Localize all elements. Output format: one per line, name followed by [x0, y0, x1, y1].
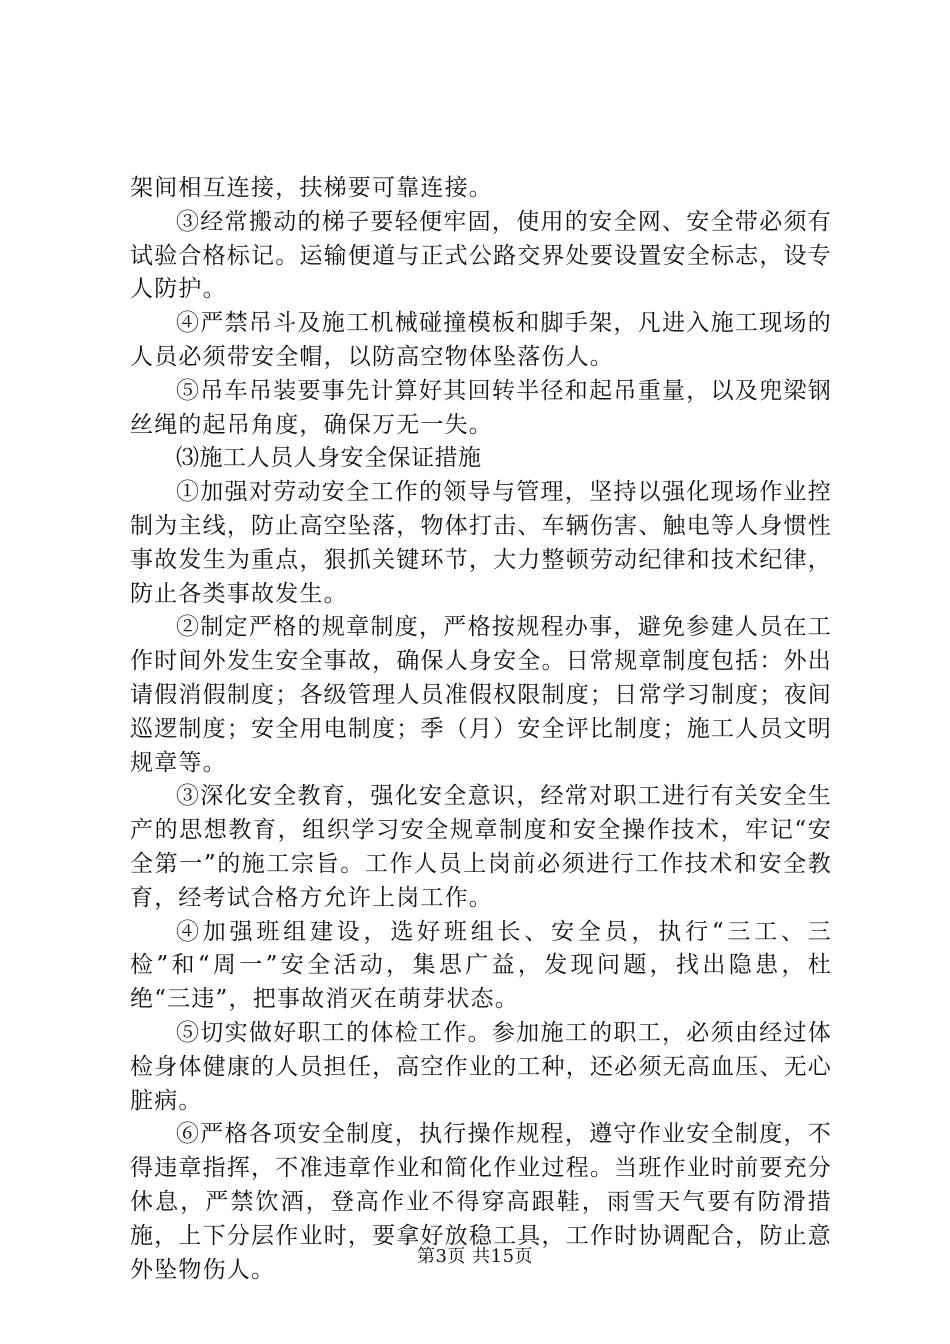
paragraph-item-5-crane: ⑤吊车吊装要事先计算好其回转半径和起吊重量，以及兜梁钢丝绳的起吊角度，确保万无一失。 [130, 377, 832, 438]
paragraph-item-4-collision: ④严禁吊斗及施工机械碰撞模板和脚手架，凡进入施工现场的人员必须带安全帽，以防高空物体坠落伤人。 [130, 310, 832, 370]
paragraph-item-3-education: ③深化安全教育，强化安全意识，经常对职工进行有关安全生产的思想教育，组织学习安全规章制度和安全操作技术，牢记“安全第一”的施工宗旨。工作人员上岗前必须进行工作技术和安全教育，经考试合格方允许上岗工作。 [130, 783, 832, 911]
paragraph-continuation: 架间相互连接，扶梯要可靠连接。 [130, 175, 493, 201]
paragraph-item-2-regulations: ②制定严格的规章制度，严格按规程办事，避免参建人员在工作时间外发生安全事故，确保人身安全。日常规章制度包括：外出请假消假制度；各级管理人员准假权限制度；日常学习制度；夜间巡逻制度；安全用电制度；季（月）安全评比制度；施工人员文明规章等。 [130, 614, 832, 776]
paragraph-item-5-health-check: ⑤切实做好职工的体检工作。参加施工的职工，必须由经过体检身体健康的人员担任，高空作业的工种，还必须无高血压、无心脏病。 [130, 1019, 832, 1114]
document-body [130, 172, 832, 1287]
paragraph-item-6-rules: ⑥严格各项安全制度，执行操作规程，遵守作业安全制度，不得违章指挥，不准违章作业和简化作业过程。当班作业时前要充分休息，严禁饮酒，登高作业不得穿高跟鞋，雨雪天气要有防滑措施，上下分层作业时，要拿好放稳工具，工作时协调配合，防止意外坠物伤人。 [130, 1121, 832, 1283]
page-number-footer: 第3页 共15页 [416, 1246, 534, 1267]
paragraph-item-1-leadership: ①加强对劳动安全工作的领导与管理，坚持以强化现场作业控制为主线，防止高空坠落，物体打击、车辆伤害、触电等人身惯性事故发生为重点，狠抓关键环节，大力整顿劳动纪律和技术纪律，防止各类事故发生。 [130, 479, 832, 607]
section-heading-personnel-safety: ⑶施工人员人身安全保证措施 [176, 445, 482, 472]
paragraph-item-3-ladders: ③经常搬动的梯子要轻便牢固，使用的安全网、安全带必须有试验合格标记。运输便道与正式公路交界处要设置安全标志，设专人防护。 [130, 208, 832, 303]
paragraph-item-4-team-building: ④加强班组建设，选好班组长、安全员，执行“三工、三检”和“周一”安全活动，集思广益，发现问题，找出隐患，杜绝“三违”，把事故消灭在萌芽状态。 [130, 918, 832, 1013]
